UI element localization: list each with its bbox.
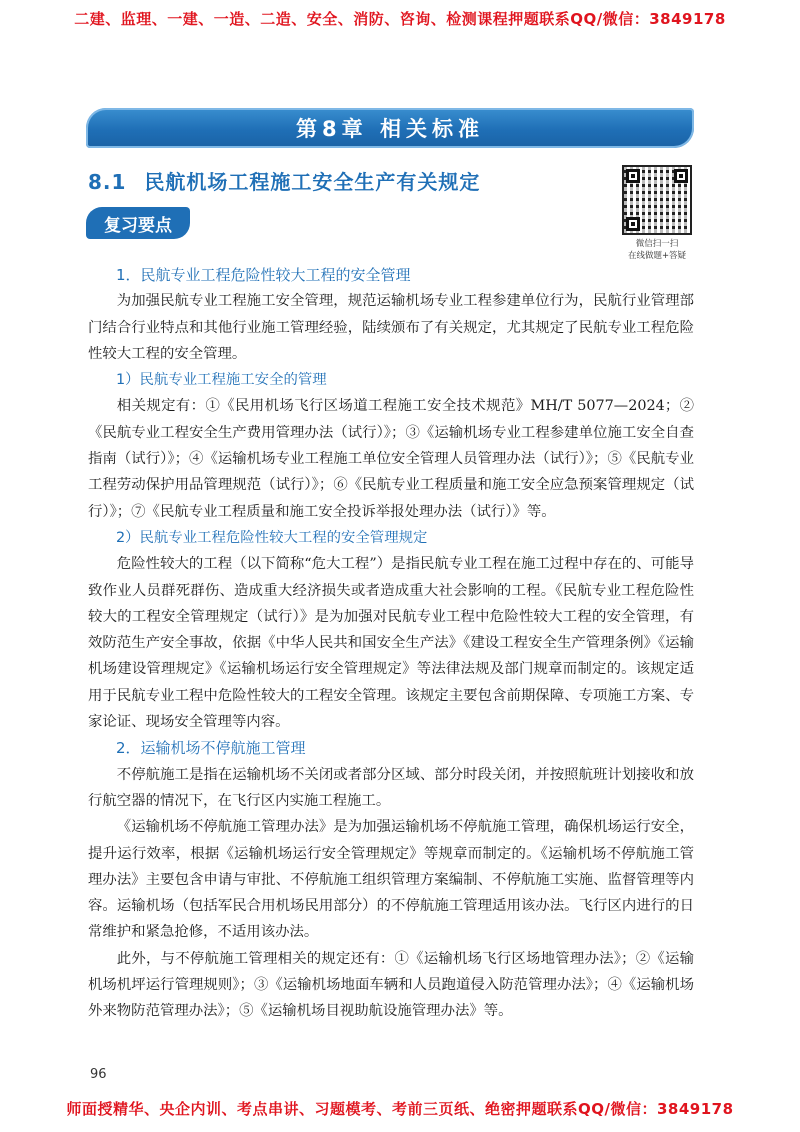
- section-title: 民航机场工程施工安全生产有关规定: [144, 170, 481, 194]
- paragraph-3: 危险性较大的工程（以下简称“危大工程”）是指民航专业工程在施工过程中存在的、可能导致作业人员群死群伤、造成重大经济损失或者造成重大社会影响的工程。《民航专业工程危险性较大的工程安全管理规定（试行）》是为加强对民航专业工程中危险性较大工程的安全管理，有效防范生产安全事故，依据《中华人民共和国安全生产法》《建设工程安全生产管理条例》《运输机场建设管理规定》《运输机场运行安全管理规定》等法律法规及部门规章而制定的。该规定适用于民航专业工程中危险性较大的工程安全管理。该规定主要包含前期保障、专项施工方案、专家论证、现场安全管理等内容。: [88, 556, 694, 731]
- body-text: [88, 262, 694, 1025]
- heading-1: 1．民航专业工程危险性较大工程的安全管理: [116, 266, 411, 284]
- review-points-badge: 复习要点: [86, 207, 190, 239]
- paragraph-2: 相关规定有：①《民用机场飞行区场道工程施工安全技术规范》MH/T 5077—2024；②《民航专业工程安全生产费用管理办法（试行）》；③《运输机场专业工程参建单位施工安全自查指南（试行）》；④《运输机场专业工程施工单位安全管理人员管理办法（试行）》；⑤《民航专业工程劳动保护用品管理规范（试行）》；⑥《民航专业工程质量和施工安全应急预案管理规定（试行）》；⑦《民航专业工程质量和施工安全投诉举报处理办法（试行）》等。: [88, 398, 694, 520]
- paragraph-6: 此外，与不停航施工管理相关的规定还有：①《运输机场飞行区场地管理办法》；②《运输机场机坪运行管理规则》；③《运输机场地面车辆和人员跑道侵入防范管理办法》；④《运输机场外来物防范管理办法》；⑤《运输机场目视助航设施管理办法》等。: [88, 950, 694, 1020]
- qr-caption-line1: 微信扫一扫: [635, 239, 679, 249]
- page-number: 96: [90, 1067, 107, 1082]
- qr-code-icon: [622, 165, 692, 235]
- qr-caption: [622, 238, 692, 262]
- paragraph-1: 为加强民航专业工程施工安全管理，规范运输机场专业工程参建单位行为，民航行业管理部门结合行业特点和其他行业施工管理经验，陆续颁布了有关规定，尤其规定了民航专业工程危险性较大工程的安全管理。: [88, 293, 694, 362]
- paragraph-4: 不停航施工是指在运输机场不关闭或者部分区域、部分时段关闭，并按照航班计划接收和放行航空器的情况下，在飞行区内实施工程施工。: [88, 766, 694, 809]
- paragraph-5: 《运输机场不停航施工管理办法》是为加强运输机场不停航施工管理，确保机场运行安全，提升运行效率，根据《运输机场运行安全管理规定》等规章而制定的。《运输机场不停航施工管理办法》主要包含申请与审批、不停航施工组织管理方案编制、不停航施工实施、监督管理等内容。运输机场（包括军民合用机场民用部分）的不停航施工管理适用该办法。飞行区内进行的日常维护和紧急抢修，不适用该办法。: [88, 819, 694, 941]
- section-number: 8.1: [88, 170, 127, 194]
- qr-code-block: [622, 165, 692, 262]
- heading-2: 2．运输机场不停航施工管理: [116, 739, 306, 758]
- chapter-title: 第8章 相关标准: [296, 117, 484, 141]
- chapter-header-bar: [86, 108, 694, 148]
- subheading-1-1: 1）民航专业工程施工安全的管理: [116, 372, 327, 389]
- subheading-1-2: 2）民航专业工程危险性较大工程的安全管理规定: [116, 529, 428, 546]
- bottom-promo-banner: 师面授精华、央企内训、考点串讲、习题模考、考前三页纸、绝密押题联系QQ/微信：3849178: [66, 1100, 734, 1118]
- section-heading: [88, 166, 480, 195]
- qr-caption-line2: 在线做题+答疑: [627, 251, 687, 261]
- top-promo-banner: 二建、监理、一建、一造、二造、安全、消防、咨询、检测课程押题联系QQ/微信：3849178: [74, 10, 726, 28]
